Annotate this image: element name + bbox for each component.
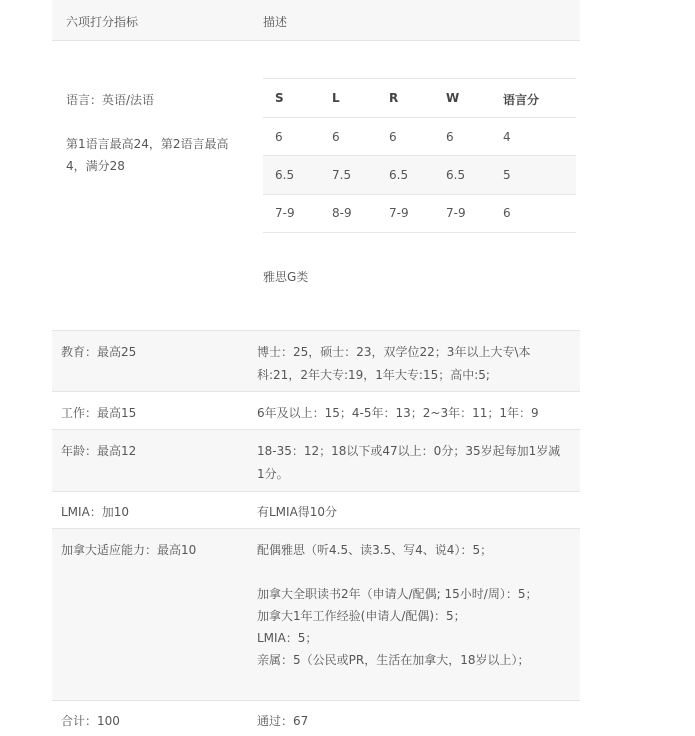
cell: 7-9	[275, 206, 295, 220]
adaptability-line: LMIA：5；	[257, 631, 318, 645]
cell: 6	[503, 206, 511, 220]
age-desc-line2: 1分。	[257, 467, 289, 481]
cell: 8-9	[332, 206, 352, 220]
divider	[263, 78, 576, 79]
age-label: 年龄：最高12	[61, 444, 137, 458]
cell: 7.5	[332, 168, 352, 182]
cell: 6	[275, 130, 283, 144]
pass-score: 通过：67	[257, 714, 309, 728]
adaptability-line: 配偶雅思（听4.5、读3.5、写4、说4）：5；	[257, 543, 493, 557]
divider	[52, 491, 580, 492]
th-language-score: 语言分	[503, 93, 540, 107]
adaptability-label: 加拿大适应能力：最高10	[61, 543, 197, 557]
lmia-desc: 有LMIA得10分	[257, 505, 338, 519]
th-r: R	[389, 91, 399, 105]
education-label: 教育：最高25	[61, 345, 137, 359]
adaptability-line: 亲属：5（公民或PR，生活在加拿大，18岁以上）；	[257, 653, 530, 667]
language-note-line2: 4，满分28	[66, 159, 125, 173]
language-label: 语言：英语/法语	[66, 93, 155, 107]
education-desc-line2: 科:21，2年大专:19，1年大专:15；高中:5;	[257, 368, 490, 382]
divider	[52, 700, 580, 701]
divider	[263, 194, 576, 195]
work-desc: 6年及以上：15；4-5年：13；2~3年：11；1年：9	[257, 406, 539, 420]
header-description: 描述	[263, 15, 288, 29]
th-w: W	[446, 91, 460, 105]
divider	[263, 155, 576, 156]
cell: 7-9	[389, 206, 409, 220]
total-label: 合计：100	[61, 714, 120, 728]
cell: 7-9	[446, 206, 466, 220]
table-row	[52, 430, 580, 491]
cell: 6.5	[389, 168, 409, 182]
cell: 6	[389, 130, 397, 144]
divider	[263, 232, 576, 233]
cell: 4	[503, 130, 511, 144]
cell: 6	[446, 130, 454, 144]
adaptability-line: 加拿大1年工作经验(申请人/配偶)：5；	[257, 609, 466, 623]
th-s: S	[275, 91, 284, 105]
th-l: L	[332, 91, 340, 105]
language-caption: 雅思G类	[263, 270, 309, 284]
divider	[263, 117, 576, 118]
age-desc-line1: 18-35：12；18以下或47以上：0分；35岁起每加1岁减	[257, 444, 561, 458]
divider	[52, 40, 580, 41]
divider	[52, 391, 580, 392]
lmia-label: LMIA：加10	[61, 505, 130, 519]
adaptability-line: 加拿大全职读书2年（申请人/配偶; 15小时/周）：5；	[257, 587, 538, 601]
cell: 6	[332, 130, 340, 144]
table-row	[263, 156, 576, 194]
work-label: 工作：最高15	[61, 406, 137, 420]
cell: 6.5	[275, 168, 295, 182]
cell: 5	[503, 168, 511, 182]
cell: 6.5	[446, 168, 466, 182]
language-note-line1: 第1语言最高24，第2语言最高	[66, 137, 229, 151]
header-indicator: 六项打分指标	[66, 15, 139, 29]
education-desc-line1: 博士：25，硕士：23，双学位22；3年以上大专\本	[257, 345, 531, 359]
